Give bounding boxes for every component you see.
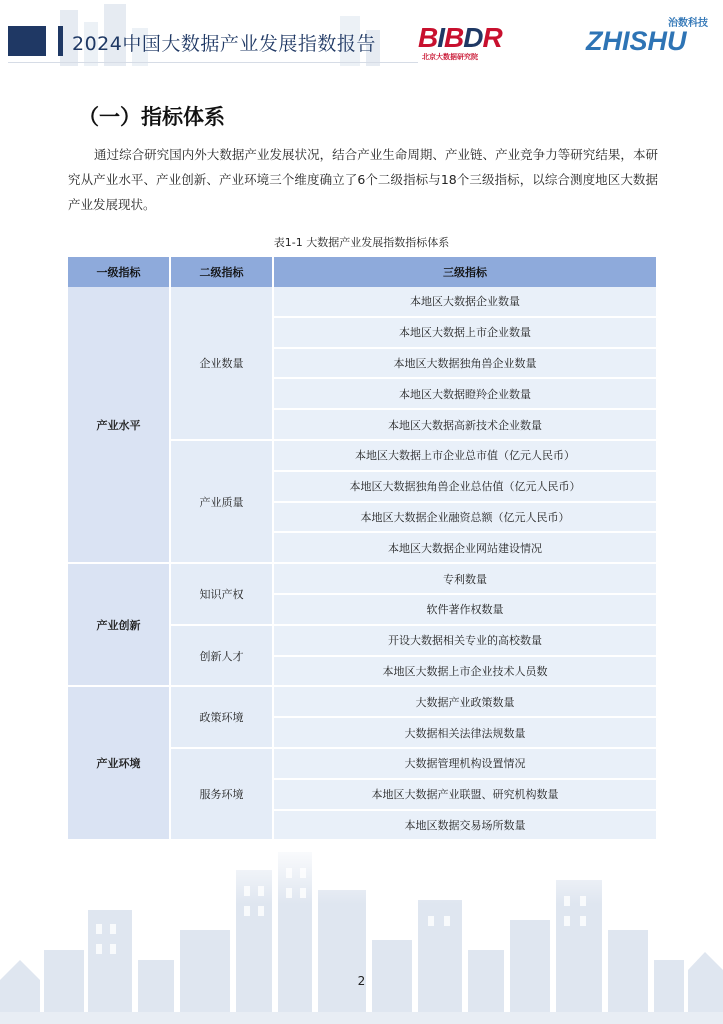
report-title: 2024中国大数据产业发展指数报告 [72, 33, 376, 55]
bibdr-logo [418, 22, 568, 62]
header-level3: 三级指标 [274, 257, 656, 287]
indicator-table [68, 257, 656, 841]
level3-cell: 大数据产业政策数量 [274, 687, 656, 718]
header-level2: 二级指标 [171, 257, 274, 287]
header-underline [8, 62, 418, 63]
zhishu-logo-subtitle: 治数科技 [668, 18, 708, 29]
level3-cell: 大数据相关法律法规数量 [274, 718, 656, 749]
table-row [68, 564, 656, 595]
level1-cell: 产业环境 [68, 687, 171, 841]
level2-cell: 创新人才 [171, 626, 274, 688]
level3-cell: 本地区大数据上市企业数量 [274, 318, 656, 349]
level2-cell: 产业质量 [171, 441, 274, 564]
table-caption: 表1-1 大数据产业发展指数指标体系 [273, 236, 450, 249]
level2-cell: 政策环境 [171, 687, 274, 749]
level3-cell: 专利数量 [274, 564, 656, 595]
zhishu-logo [586, 14, 716, 62]
level3-cell: 本地区大数据上市企业技术人员数 [274, 657, 656, 688]
level3-cell: 本地区大数据企业融资总额（亿元人民币） [274, 503, 656, 534]
level3-cell: 本地区大数据上市企业总市值（亿元人民币） [274, 441, 656, 472]
table-row [68, 287, 656, 318]
section-title: （一）指标体系 [78, 105, 225, 129]
level3-cell: 软件著作权数量 [274, 595, 656, 626]
level3-cell: 本地区大数据高新技术企业数量 [274, 410, 656, 441]
level3-cell: 本地区大数据产业联盟、研究机构数量 [274, 780, 656, 811]
header-level1: 一级指标 [68, 257, 171, 287]
level1-cell: 产业水平 [68, 287, 171, 564]
level2-cell: 知识产权 [171, 564, 274, 626]
level3-cell: 本地区大数据企业数量 [274, 287, 656, 318]
level3-cell: 本地区数据交易场所数量 [274, 811, 656, 842]
page-number: 2 [357, 974, 366, 988]
level2-cell: 企业数量 [171, 287, 274, 441]
intro-paragraph: 通过综合研究国内外大数据产业发展状况，结合产业生命周期、产业链、产业竞争力等研究结果，本研究从产业水平、产业创新、产业环境三个维度确立了6个二级指标与18个三级指标，以综合测度地区大数据产业发展现状。 [68, 147, 658, 212]
level3-cell: 大数据管理机构设置情况 [274, 749, 656, 780]
level3-cell: 本地区大数据瞪羚企业数量 [274, 379, 656, 410]
bibdr-logo-subtitle: 北京大数据研究院 [422, 53, 478, 61]
level3-cell: 开设大数据相关专业的高校数量 [274, 626, 656, 657]
level2-cell: 服务环境 [171, 749, 274, 841]
city-skyline-illustration [0, 840, 723, 1024]
table-row [68, 687, 656, 718]
header-accent-block [8, 26, 46, 56]
level1-cell: 产业创新 [68, 564, 171, 687]
level3-cell: 本地区大数据独角兽企业数量 [274, 349, 656, 380]
level3-cell: 本地区大数据企业网站建设情况 [274, 533, 656, 564]
level3-cell: 本地区大数据独角兽企业总估值（亿元人民币） [274, 472, 656, 503]
header-accent-stripe [58, 26, 63, 56]
zhishu-logo-text: ZHISHU [586, 26, 687, 56]
table-header-row [68, 257, 656, 287]
page-header [0, 0, 723, 70]
bibdr-logo-text: BIBDR [418, 22, 502, 53]
